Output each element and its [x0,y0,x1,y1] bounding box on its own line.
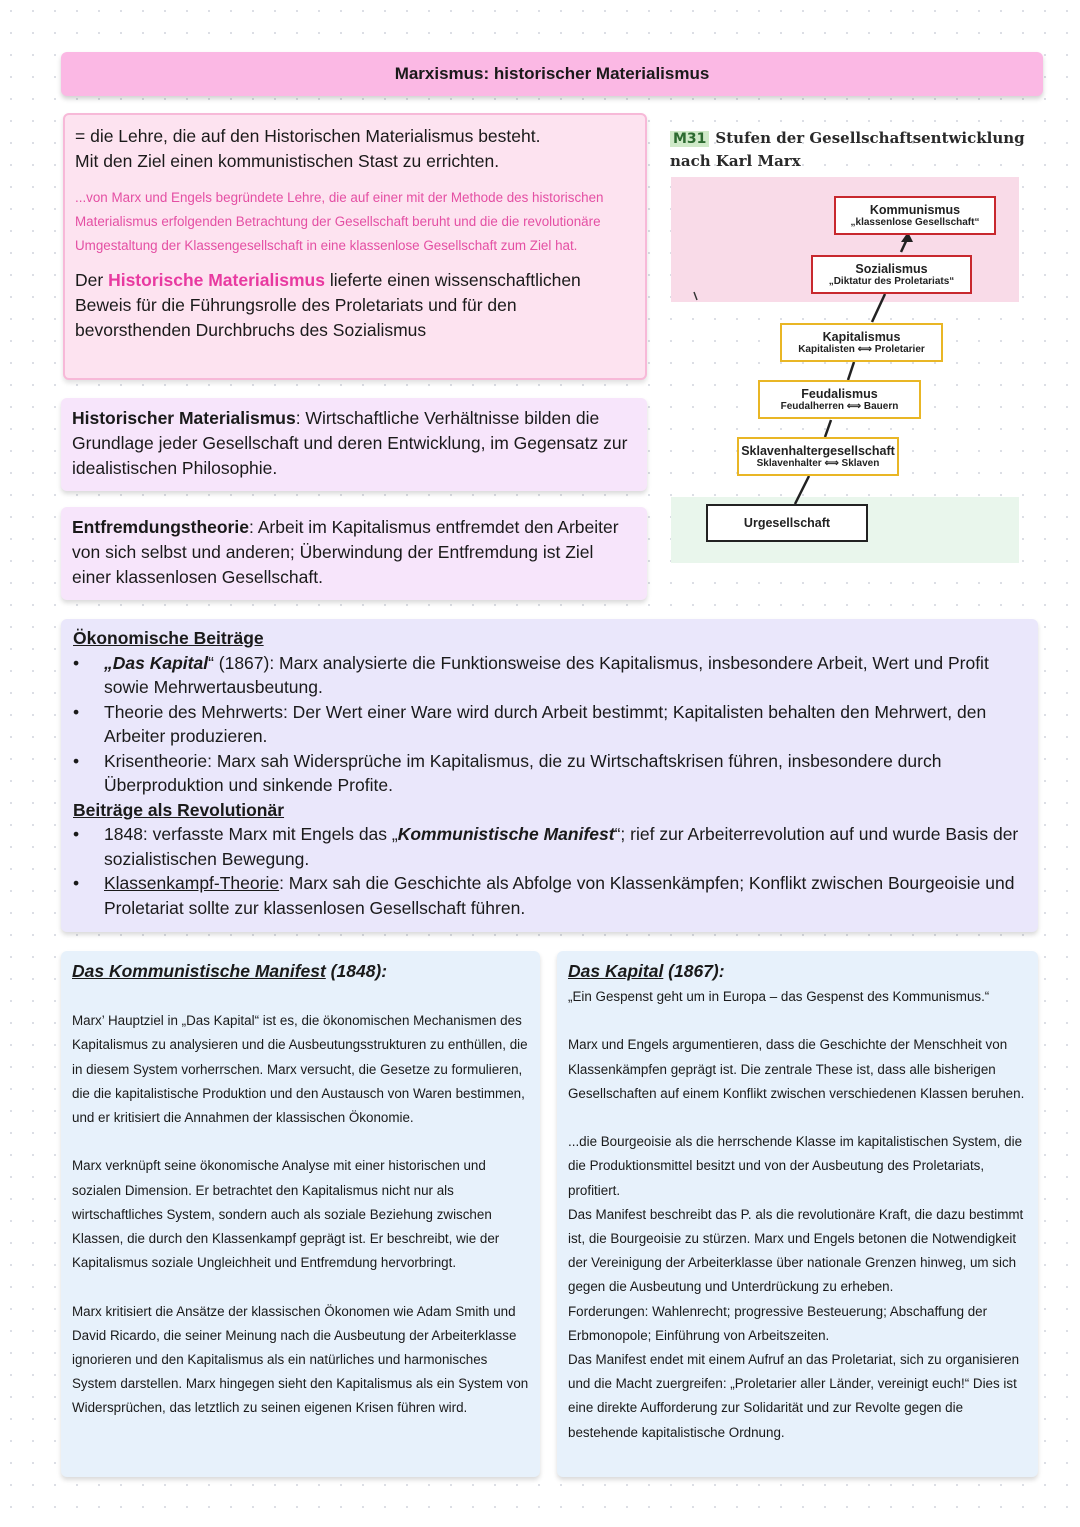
rev-list [73,822,1026,920]
hist-mat-box [61,398,647,491]
kapital-paragraph-3: Das Manifest beschreibt das P. als die revolutionäre Kraft, die dazu bestimmt ist, die Bourgeoisie zu stürzen. Marx und Engels betonen die Notwendigkeit der Vereinigung der Arbeiterklasse über nationale Grenzen hinweg, um sich gegen die Ausbeutung und Unterdrückung zu erheben. [568,1206,1024,1295]
list-item: • „Das Kapital“ (1867): Marx analysierte die Funktionsweise des Kapitalismus, insbesondere Arbeit, Wert und Profit sowie Mehrwertausbeutung. [73,651,1026,700]
connector-line [795,476,809,504]
page-title [61,52,1043,96]
kapital-card [557,951,1038,1477]
rev-heading: Beiträge als Revolutionär [73,799,285,820]
list-item: • 1848: verfasste Marx mit Engels das „Kommunistische Manifest“; rief zur Arbeiterrevolution auf und wurde Basis der sozialistischen Bewegung. [73,822,1026,871]
definition-hm-statement [75,268,635,343]
manifest-paragraph-1: Marx’ Hauptziel in „Das Kapital“ ist es, die ökonomischen Mechanismen des Kapitalismus zu analysieren und die Ausbeutungsstrukturen zu enthüllen, die in diesem System vorherrschen. Marx versucht, die Gesetze zu formulieren, die die kapitalistische Produktion und den Austausch von Waren bestimmen, und er kritisiert die Annahmen der klassischen Ökonomie. [72,1013,528,1125]
page-title-text: Marxismus: historischer Materialismus [394,64,710,83]
entfremdung-text: : Arbeit im Kapitalismus entfremdet den Arbeiter von sich selbst und anderen; Überwindung der Entfremdung ist Ziel einer klassenlosen Gesellschaft. [72,517,619,587]
definition-line-1: = die Lehre, die auf den Historischen Materialismus besteht. [75,126,541,146]
kapital-title: Das Kapital (1867): [568,961,725,981]
manifest-title: Das Kommunistische Manifest (1848): [72,961,388,981]
kapital-paragraph-1: Marx und Engels argumentieren, dass die Geschichte der Menschheit von Klassenkämpfen geprägt ist. Die zentrale These ist, dass alle bisherigen Gesellschaften auf einem Konflikt zwischen verschiedenen Klassen beruhen. [568,1037,1025,1101]
list-item: • Theorie des Mehrwerts: Der Wert einer Ware wird durch Arbeit bestimmt; Kapitalisten behalten den Mehrwert, den Arbeiter produzieren. [73,700,1026,749]
stage-kapitalismus: Kapitalismus Kapitalisten ⟺ Proletarier [780,323,943,362]
definition-box [63,113,647,380]
hm-rest: lieferte einen wissenschaftlichen Beweis für die Führungsrolle des Proletariats und für den bevorsthenden Durchbruchs des Sozialismus [75,270,581,340]
kapital-paragraph-2: ...die Bourgeoisie als die herrschende Klasse im kapitalistischen System, die die Produktionsmittel besitzt und von der Ausbeutung des Proletariats, profitiert. [568,1134,1023,1198]
hist-mat-term: Historischer Materialismus [72,408,296,428]
definition-main [75,124,635,174]
econ-heading: Ökonomische Beiträge [73,628,264,648]
stage-sozialismus: Sozialismus „Diktatur des Proletariats“ [811,255,972,294]
manifest-paragraph-2: Marx verknüpft seine ökonomische Analyse mit einer historischen und sozialen Dimension. Er betrachtet den Kapitalismus nicht nur als wirtschaftliches System, sondern auch als soziale Beziehung zwischen Klassen, die durch den Klassenkampf geprägt ist. Er beschreibt, wie der Kapitalismus soziale Ungleichheit und Entfremdung hervorbringt. [72,1158,500,1271]
stage-feudalismus: Feudalismus Feudalherren ⟺ Bauern [758,380,921,419]
kapital-paragraph-5: Das Manifest endet mit einem Aufruf an das Proletariat, sich zu organisieren und die Macht zuergreifen: „Proletarier aller Länder, vereinigt euch!“ Dies ist eine direkte Aufforderung zur Solidarität und zur Revolte gegen die bestehende kapitalistische Ordnung. [568,1352,1020,1440]
kapital-paragraph-4: Forderungen: Wahlenrecht; progressive Besteuerung; Abschaffung der Erbmonopole; Einführung von Arbeitszeiten. [568,1303,988,1343]
list-item: • Klassenkampf-Theorie: Marx sah die Geschichte als Abfolge von Klassenkämpfen; Konflikt zwischen Bourgeoisie und Proletariat sollte zur klassenlosen Gesellschaft führen. [73,871,1026,920]
list-item: • Krisentheorie: Marx sah Widersprüche im Kapitalismus, die zu Wirtschaftskrisen führen, insbesondere durch Überproduktion und sinkende Profite. [73,749,1026,798]
figure-tick [694,292,697,300]
entfremdung-box [61,507,647,600]
connector-line [825,420,831,437]
hm-term: Historische Materialismus [108,270,325,290]
contributions-box [61,619,1038,932]
manifest-paragraph-3: Marx kritisiert die Ansätze der klassischen Ökonomen wie Adam Smith und David Ricardo, die seiner Meinung nach die Ausbeutung der Arbeiterklasse ignorieren und den Kapitalismus als ein natürliches und harmonisches System darstellen. Marx hingegen sieht den Kapitalismus als ein System von Widersprüchen, das letztlich zu seinen eigenen Krisen führen wird. [72,1303,529,1416]
connector-line [872,294,885,322]
kapital-quote: „Ein Gespenst geht um in Europa – das Gespenst des Kommunismus.“ [568,989,990,1004]
stage-sklavenhalter: Sklavenhaltergesellschaft Sklavenhalter ⟺ Sklaven [737,437,899,476]
figure-caption-text: Stufen der Gesellschaftsentwicklung nach Karl Marx [670,129,1025,170]
entfremdung-term: Entfremdungstheorie [72,517,249,537]
econ-list [73,651,1026,798]
hm-prefix: Der [75,270,109,290]
definition-quote: ...von Marx und Engels begründete Lehre, die auf einer mit der Methode des historischen Materialismus erfolgenden Betrachtung der Gesellschaft beruht und die die revolutionäre Umgestaltung der Klassengesellschaft in eine klassenlose Gesellschaft zum Ziel hat. [75,190,604,253]
hist-mat-text: : Wirtschaftliche Verhältnisse bilden die Grundlage jeder Gesellschaft und deren Entwicklung, im Gegensatz zur idealistischen Philosophie. [72,408,628,478]
connector-line [848,362,854,380]
stage-urgesellschaft: Urgesellschaft [706,504,868,542]
stage-kommunismus: Kommunismus „klassenlose Gesellschaft“ [834,196,996,235]
manifest-card [61,951,540,1477]
stages-figure [668,124,1028,570]
definition-line-2: Mit den Ziel einen kommunistischen Stast zu errichten. [75,151,500,171]
figure-label: M31 [670,131,709,147]
